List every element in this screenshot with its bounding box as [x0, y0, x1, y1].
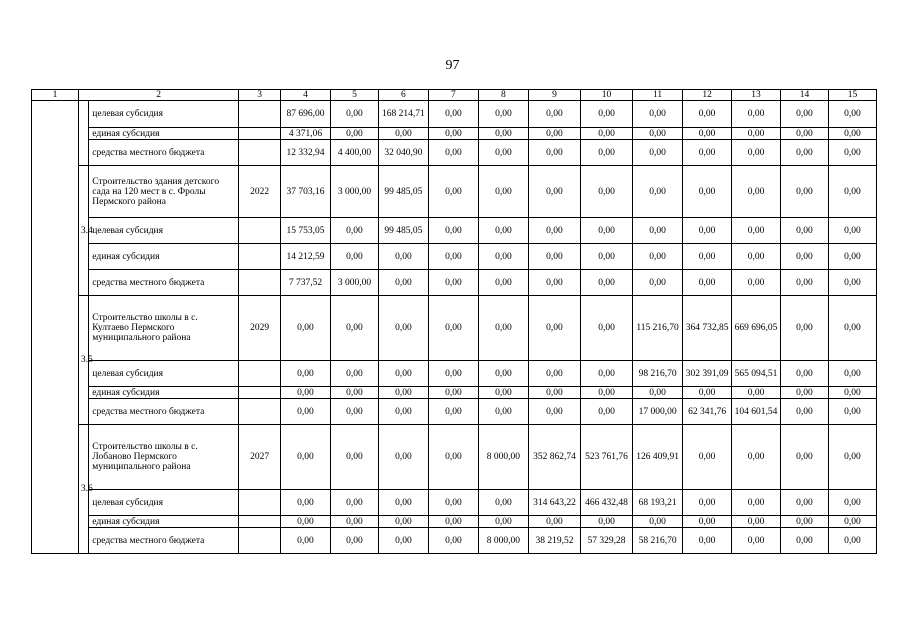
- value-cell: 0,00: [428, 101, 478, 128]
- row-year: [239, 270, 281, 296]
- value-cell: 104 601,54: [732, 399, 781, 425]
- value-cell: 0,00: [330, 425, 378, 490]
- value-cell: 466 432,48: [581, 490, 633, 516]
- value-cell: 0,00: [732, 425, 781, 490]
- page-number: 97: [445, 58, 460, 73]
- value-cell: 38 219,52: [528, 528, 580, 554]
- header-row: [32, 90, 877, 101]
- row-name: единая субсидия: [89, 244, 239, 270]
- header-cell: 10: [581, 90, 633, 101]
- row-name: Строительство школы в с. Лобаново Пермского муниципального района: [89, 425, 239, 490]
- row-index: [78, 101, 88, 166]
- value-cell: 0,00: [330, 128, 378, 140]
- row-year: 2022: [239, 166, 281, 218]
- value-cell: 0,00: [330, 296, 378, 361]
- header-cell: 14: [781, 90, 829, 101]
- value-cell: 0,00: [330, 490, 378, 516]
- row-index: 3.6: [78, 425, 88, 554]
- value-cell: 0,00: [428, 270, 478, 296]
- value-cell: 0,00: [428, 490, 478, 516]
- value-cell: 0,00: [781, 128, 829, 140]
- table-row: [32, 490, 877, 516]
- value-cell: 0,00: [581, 270, 633, 296]
- row-index: 3.4: [78, 166, 88, 296]
- row-name: целевая субсидия: [89, 361, 239, 387]
- value-cell: 115 216,70: [633, 296, 683, 361]
- value-cell: 0,00: [732, 166, 781, 218]
- header-cell: 12: [683, 90, 732, 101]
- value-cell: 352 862,74: [528, 425, 580, 490]
- value-cell: 0,00: [428, 387, 478, 399]
- value-cell: 314 643,22: [528, 490, 580, 516]
- value-cell: 0,00: [478, 101, 528, 128]
- value-cell: 0,00: [633, 128, 683, 140]
- value-cell: 0,00: [280, 296, 330, 361]
- value-cell: 0,00: [428, 128, 478, 140]
- value-cell: 0,00: [828, 128, 876, 140]
- value-cell: 0,00: [683, 128, 732, 140]
- row-index: 3.5: [78, 296, 88, 425]
- value-cell: 0,00: [528, 128, 580, 140]
- value-cell: 0,00: [378, 528, 428, 554]
- row-year: [239, 399, 281, 425]
- value-cell: 669 696,05: [732, 296, 781, 361]
- value-cell: 3 000,00: [330, 166, 378, 218]
- value-cell: 0,00: [683, 528, 732, 554]
- value-cell: 0,00: [478, 128, 528, 140]
- value-cell: 302 391,09: [683, 361, 732, 387]
- value-cell: 0,00: [633, 270, 683, 296]
- value-cell: 12 332,94: [280, 140, 330, 166]
- value-cell: 0,00: [828, 516, 876, 528]
- row-name: единая субсидия: [89, 128, 239, 140]
- value-cell: 99 485,05: [378, 218, 428, 244]
- value-cell: 0,00: [732, 244, 781, 270]
- value-cell: 0,00: [478, 361, 528, 387]
- value-cell: 0,00: [828, 399, 876, 425]
- value-cell: 0,00: [528, 244, 580, 270]
- value-cell: 0,00: [581, 128, 633, 140]
- value-cell: 0,00: [428, 244, 478, 270]
- value-cell: 99 485,05: [378, 166, 428, 218]
- value-cell: 126 409,91: [633, 425, 683, 490]
- value-cell: 0,00: [781, 425, 829, 490]
- value-cell: 0,00: [378, 361, 428, 387]
- value-cell: 0,00: [633, 218, 683, 244]
- value-cell: 0,00: [633, 140, 683, 166]
- row-year: [239, 218, 281, 244]
- value-cell: 0,00: [732, 528, 781, 554]
- row-year: [239, 140, 281, 166]
- row-group-blank: [32, 101, 79, 554]
- value-cell: 0,00: [478, 140, 528, 166]
- value-cell: 0,00: [330, 516, 378, 528]
- value-cell: 0,00: [828, 425, 876, 490]
- value-cell: 0,00: [330, 361, 378, 387]
- header-cell: 5: [330, 90, 378, 101]
- header-cell: 6: [378, 90, 428, 101]
- value-cell: 0,00: [581, 387, 633, 399]
- row-name: единая субсидия: [89, 516, 239, 528]
- value-cell: 0,00: [528, 101, 580, 128]
- value-cell: 0,00: [378, 387, 428, 399]
- value-cell: 523 761,76: [581, 425, 633, 490]
- header-cell: 1: [32, 90, 79, 101]
- row-year: [239, 244, 281, 270]
- value-cell: 0,00: [781, 166, 829, 218]
- value-cell: 0,00: [428, 140, 478, 166]
- value-cell: 0,00: [280, 399, 330, 425]
- table-row: [32, 399, 877, 425]
- table-row: [32, 270, 877, 296]
- value-cell: 0,00: [378, 425, 428, 490]
- value-cell: 4 400,00: [330, 140, 378, 166]
- value-cell: 0,00: [378, 244, 428, 270]
- value-cell: 3 000,00: [330, 270, 378, 296]
- value-cell: 0,00: [581, 218, 633, 244]
- value-cell: 0,00: [781, 387, 829, 399]
- table-row: [32, 166, 877, 218]
- table-row: [32, 128, 877, 140]
- value-cell: 0,00: [732, 270, 781, 296]
- row-name: целевая субсидия: [89, 490, 239, 516]
- value-cell: 0,00: [378, 128, 428, 140]
- value-cell: 0,00: [828, 490, 876, 516]
- value-cell: 0,00: [428, 425, 478, 490]
- value-cell: 8 000,00: [478, 425, 528, 490]
- value-cell: 0,00: [280, 387, 330, 399]
- table-row: [32, 218, 877, 244]
- row-name: средства местного бюджета: [89, 270, 239, 296]
- value-cell: 0,00: [633, 387, 683, 399]
- value-cell: 0,00: [732, 128, 781, 140]
- value-cell: 0,00: [330, 244, 378, 270]
- row-name: Строительство школы в с. Култаево Пермского муниципального района: [89, 296, 239, 361]
- value-cell: 0,00: [781, 490, 829, 516]
- value-cell: 0,00: [683, 140, 732, 166]
- value-cell: 0,00: [280, 490, 330, 516]
- row-year: [239, 361, 281, 387]
- value-cell: 0,00: [581, 296, 633, 361]
- value-cell: 17 000,00: [633, 399, 683, 425]
- value-cell: 0,00: [781, 244, 829, 270]
- value-cell: 0,00: [528, 361, 580, 387]
- value-cell: 565 094,51: [732, 361, 781, 387]
- table-row: [32, 528, 877, 554]
- row-name: средства местного бюджета: [89, 140, 239, 166]
- value-cell: 0,00: [428, 361, 478, 387]
- value-cell: 0,00: [781, 270, 829, 296]
- value-cell: 0,00: [581, 101, 633, 128]
- value-cell: 0,00: [732, 516, 781, 528]
- value-cell: 0,00: [478, 399, 528, 425]
- value-cell: 0,00: [528, 296, 580, 361]
- header-cell: 11: [633, 90, 683, 101]
- header-cell: 9: [528, 90, 580, 101]
- value-cell: 0,00: [478, 296, 528, 361]
- table-row: [32, 516, 877, 528]
- value-cell: 0,00: [828, 244, 876, 270]
- value-cell: 0,00: [528, 140, 580, 166]
- value-cell: 0,00: [428, 166, 478, 218]
- table-row: [32, 296, 877, 361]
- value-cell: 0,00: [330, 218, 378, 244]
- value-cell: 0,00: [683, 101, 732, 128]
- value-cell: 0,00: [280, 361, 330, 387]
- value-cell: 0,00: [828, 101, 876, 128]
- value-cell: 0,00: [683, 425, 732, 490]
- value-cell: 15 753,05: [280, 218, 330, 244]
- value-cell: 0,00: [683, 516, 732, 528]
- header-cell: 13: [732, 90, 781, 101]
- row-name: средства местного бюджета: [89, 399, 239, 425]
- value-cell: 0,00: [378, 516, 428, 528]
- value-cell: 0,00: [478, 387, 528, 399]
- value-cell: 0,00: [683, 244, 732, 270]
- value-cell: 0,00: [378, 399, 428, 425]
- value-cell: 4 371,06: [280, 128, 330, 140]
- value-cell: 0,00: [581, 166, 633, 218]
- value-cell: 168 214,71: [378, 101, 428, 128]
- value-cell: 0,00: [428, 399, 478, 425]
- row-year: [239, 490, 281, 516]
- table-row: [32, 140, 877, 166]
- row-year: 2027: [239, 425, 281, 490]
- value-cell: 0,00: [280, 516, 330, 528]
- row-name: средства местного бюджета: [89, 528, 239, 554]
- header-cell: 4: [280, 90, 330, 101]
- value-cell: 0,00: [781, 528, 829, 554]
- row-year: [239, 528, 281, 554]
- row-name: Строительство здания детского сада на 120 мест в с. Фролы Пермского района: [89, 166, 239, 218]
- value-cell: 0,00: [428, 218, 478, 244]
- value-cell: 68 193,21: [633, 490, 683, 516]
- header-cell: 3: [239, 90, 281, 101]
- value-cell: 0,00: [781, 218, 829, 244]
- value-cell: 0,00: [828, 387, 876, 399]
- value-cell: 0,00: [633, 516, 683, 528]
- value-cell: 0,00: [280, 528, 330, 554]
- value-cell: 0,00: [633, 166, 683, 218]
- row-year: [239, 101, 281, 128]
- value-cell: 0,00: [732, 101, 781, 128]
- table-row: [32, 361, 877, 387]
- row-name: целевая субсидия: [89, 218, 239, 244]
- value-cell: 0,00: [683, 387, 732, 399]
- value-cell: 0,00: [828, 270, 876, 296]
- row-year: 2029: [239, 296, 281, 361]
- value-cell: 0,00: [428, 528, 478, 554]
- value-cell: 0,00: [428, 296, 478, 361]
- value-cell: 0,00: [781, 296, 829, 361]
- value-cell: 0,00: [478, 244, 528, 270]
- value-cell: 0,00: [683, 270, 732, 296]
- value-cell: 0,00: [378, 270, 428, 296]
- value-cell: 0,00: [732, 387, 781, 399]
- table-row: [32, 244, 877, 270]
- header-cell: 8: [478, 90, 528, 101]
- value-cell: 57 329,28: [581, 528, 633, 554]
- header-cell: 2: [78, 90, 238, 101]
- header-cell: 7: [428, 90, 478, 101]
- value-cell: 0,00: [478, 270, 528, 296]
- value-cell: 0,00: [330, 387, 378, 399]
- value-cell: 0,00: [330, 101, 378, 128]
- value-cell: 364 732,85: [683, 296, 732, 361]
- value-cell: 58 216,70: [633, 528, 683, 554]
- value-cell: 0,00: [683, 490, 732, 516]
- value-cell: 0,00: [781, 140, 829, 166]
- row-year: [239, 387, 281, 399]
- value-cell: 32 040,90: [378, 140, 428, 166]
- value-cell: 0,00: [828, 140, 876, 166]
- value-cell: 98 216,70: [633, 361, 683, 387]
- value-cell: 0,00: [581, 399, 633, 425]
- value-cell: 0,00: [781, 399, 829, 425]
- value-cell: 0,00: [428, 516, 478, 528]
- row-name: единая субсидия: [89, 387, 239, 399]
- value-cell: 0,00: [732, 140, 781, 166]
- value-cell: 0,00: [581, 516, 633, 528]
- table-row: [32, 425, 877, 490]
- budget-table: [31, 89, 877, 554]
- header-cell: 15: [828, 90, 876, 101]
- value-cell: 0,00: [478, 218, 528, 244]
- value-cell: 0,00: [478, 490, 528, 516]
- value-cell: 14 212,59: [280, 244, 330, 270]
- value-cell: 0,00: [828, 296, 876, 361]
- table-row: [32, 387, 877, 399]
- value-cell: 0,00: [581, 361, 633, 387]
- value-cell: 0,00: [330, 399, 378, 425]
- value-cell: 37 703,16: [280, 166, 330, 218]
- value-cell: 0,00: [828, 218, 876, 244]
- value-cell: 0,00: [732, 490, 781, 516]
- value-cell: 0,00: [528, 270, 580, 296]
- value-cell: 0,00: [528, 516, 580, 528]
- value-cell: 0,00: [633, 244, 683, 270]
- value-cell: 7 737,52: [280, 270, 330, 296]
- value-cell: 0,00: [581, 244, 633, 270]
- row-year: [239, 516, 281, 528]
- value-cell: 0,00: [683, 218, 732, 244]
- value-cell: 0,00: [478, 516, 528, 528]
- value-cell: 0,00: [528, 399, 580, 425]
- value-cell: 0,00: [528, 166, 580, 218]
- value-cell: 87 696,00: [280, 101, 330, 128]
- table-row: [32, 101, 877, 128]
- value-cell: 0,00: [478, 166, 528, 218]
- value-cell: 0,00: [781, 361, 829, 387]
- row-year: [239, 128, 281, 140]
- value-cell: 0,00: [828, 361, 876, 387]
- value-cell: 0,00: [378, 296, 428, 361]
- value-cell: 0,00: [330, 528, 378, 554]
- value-cell: 0,00: [528, 387, 580, 399]
- value-cell: 0,00: [581, 140, 633, 166]
- value-cell: 0,00: [781, 516, 829, 528]
- value-cell: 0,00: [280, 425, 330, 490]
- value-cell: 0,00: [378, 490, 428, 516]
- value-cell: 0,00: [828, 528, 876, 554]
- value-cell: 0,00: [633, 101, 683, 128]
- value-cell: 0,00: [828, 166, 876, 218]
- value-cell: 8 000,00: [478, 528, 528, 554]
- value-cell: 62 341,76: [683, 399, 732, 425]
- value-cell: 0,00: [781, 101, 829, 128]
- value-cell: 0,00: [732, 218, 781, 244]
- value-cell: 0,00: [683, 166, 732, 218]
- table-body: [32, 90, 877, 554]
- row-name: целевая субсидия: [89, 101, 239, 128]
- value-cell: 0,00: [528, 218, 580, 244]
